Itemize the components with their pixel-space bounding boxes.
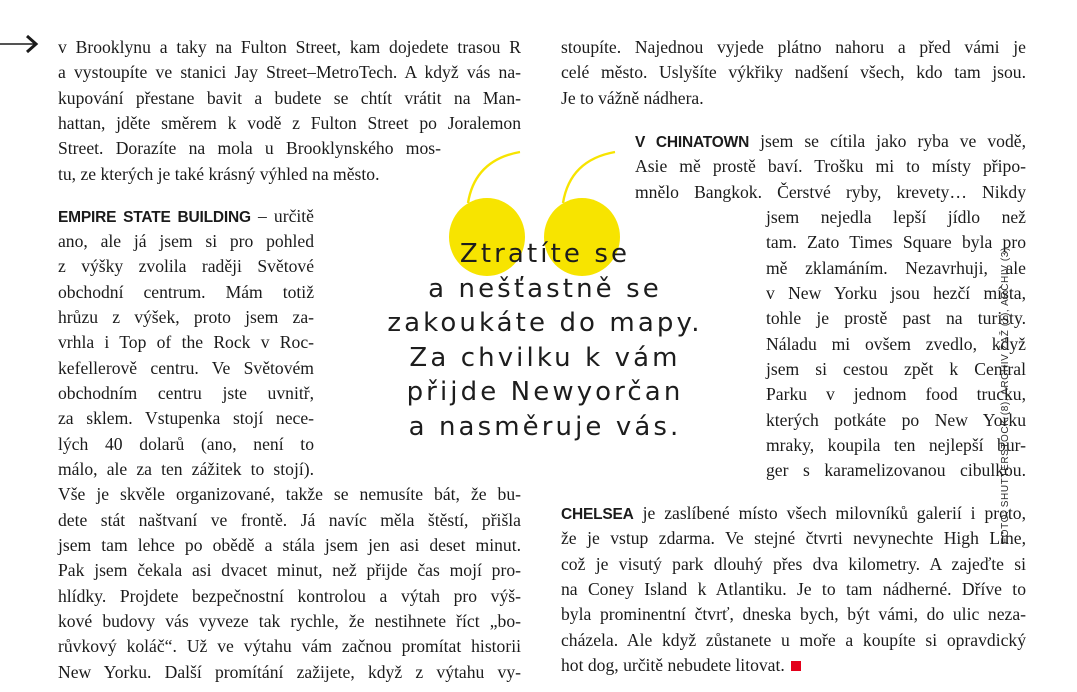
text-line: jsem nejedla lepší jídlo než: [766, 207, 1026, 227]
text-line: málo, ale za ten zážitek to stojí).: [58, 459, 314, 479]
text-line: New Yorku. Další promítání zažijete, když z výtahu vy-: [58, 662, 521, 682]
text-line: dete stát naštvaní ve frontě. Já navíc měla štěstí, přišla: [58, 510, 521, 530]
text-span: hot dog, určitě nebudete litovat.: [561, 655, 785, 675]
text-line: což je visutý park dlouhý přes dva kilometry. A zajeďte si: [561, 554, 1026, 574]
text-line: v Brooklynu a taky na Fulton Street, kam dojedete trasou R: [58, 37, 521, 57]
arrow-right-icon: [0, 33, 46, 55]
text-line: tam. Zato Times Square byla pro: [766, 232, 1026, 252]
text-line: růvkový koláč“. Už ve výtahu vám začnou promítat historii: [58, 636, 521, 656]
text-line: ger s karamelizovanou cibulkou.: [766, 460, 1026, 480]
pull-quote-line: a nasměruje vás.: [408, 412, 682, 442]
text-line: hlídky. Projdete bezpečnostní kontrolou a výtah pro výš-: [58, 586, 521, 606]
text-line: z výšky zvolila raději Světové: [58, 256, 314, 276]
text-line: hattan, jděte směrem k vodě z Fulton Street po Joralemon: [58, 113, 521, 133]
text-line: Je to vážně nádhera.: [561, 88, 704, 108]
section-heading-chinatown: V CHINATOWN: [635, 134, 750, 151]
section-heading-empire: EMPIRE STATE BUILDING: [58, 209, 251, 226]
text-line: vrhla i Top of the Rock v Roc-: [58, 332, 314, 352]
text-span: je zaslíbené místo všech milovníků galerií i proto,: [633, 503, 1026, 523]
text-line: tu, ze kterých je také krásný výhled na město.: [58, 164, 380, 184]
text-line: Náladu mi ovšem zvedlo, když: [766, 334, 1026, 354]
text-line: obchodní centrum. Mám totiž: [58, 282, 314, 302]
text-line: celé město. Uslyšíte výkřiky nadšení všech, kdo tam jsou.: [561, 62, 1026, 82]
text-line: Pak jsem čekala asi dvacet minut, než přijde čas mojí pro-: [58, 560, 521, 580]
text-line: Asie mě prostě baví. Trošku mi to místy připo-: [635, 156, 1026, 176]
text-line: mraky, koupila ten nejlepší bur-: [766, 435, 1026, 455]
end-square-icon: [791, 661, 801, 671]
text-line: hrůzu z výšek, proto jsem za-: [58, 307, 314, 327]
photo-credit: FOTO: SHUTTERSTOCK (8), ARCHIV ŽAŽ (1), ARCHIV (3): [1000, 247, 1011, 544]
text-line: jsem si cestou zpět k Central: [766, 359, 1026, 379]
text-line: lých 40 dolarů (ano, není to: [58, 434, 314, 454]
text-line: [561, 653, 1026, 678]
text-line: že je vstup zdarma. Ve stejné čtvrti nevynechte High Line,: [561, 528, 1026, 548]
pull-quote-line: Za chvilku k vám: [409, 343, 681, 373]
text-line: cházela. Ale když zůstanete u moře a koupíte si opravdický: [561, 630, 1026, 650]
text-line: mnělo Bangkok. Čerstvé ryby, krevety… Nikdy: [635, 182, 1026, 202]
empire-first-line: [58, 204, 314, 230]
text-line: kterých potkáte po New Yorku: [766, 410, 1026, 430]
text-line: kefellerově centru. Ve Světovém: [58, 358, 314, 378]
text-line: kové budovy vás vyveze tak rychle, že nestihnete říct „bo-: [58, 611, 521, 631]
text-line: Vše je skvěle organizované, takže se nemusíte bát, že bu-: [58, 484, 521, 504]
pull-quote-line: Ztratíte se: [459, 239, 631, 269]
text-line: Parku v jednom food trucku,: [766, 384, 1026, 404]
section-heading-chelsea: CHELSEA: [561, 506, 634, 523]
chinatown-first-line: [635, 129, 1026, 155]
text-line: v New Yorku jsou hezčí místa,: [766, 283, 1026, 303]
text-line: na Coney Island k Atlantiku. Je to tam nádherné. Dříve to: [561, 579, 1026, 599]
text-span: – určitě: [250, 206, 314, 226]
text-line: ano, ale já jsem si pro pohled: [58, 231, 314, 251]
text-line: a vystoupíte ve stanici Jay Street–MetroTech. A když vás na-: [58, 62, 521, 82]
text-line: jsem tam lehce po obědě a stála jsem jen asi deset minut.: [58, 535, 521, 555]
text-line: tohle je prostě past na turisty.: [766, 308, 1026, 328]
text-line: stoupíte. Najednou vyjede plátno nahoru a před vámi je: [561, 37, 1026, 57]
chelsea-first-line: [561, 501, 1026, 527]
pull-quote-line: přijde Newyorčan: [406, 377, 684, 407]
text-line: byla prominentní čtvrť, dneska bych, být vámi, do ulic neza-: [561, 604, 1026, 624]
text-line: za sklem. Vstupenka stojí nece-: [58, 408, 314, 428]
text-line: kupování přestane bavit a budete se chtít vrátit na Man-: [58, 88, 521, 108]
text-span: jsem se cítila jako ryba ve vodě,: [749, 131, 1026, 151]
text-line: obchodním centru jste uvnitř,: [58, 383, 314, 403]
pull-quote-line: a nešťastně se: [428, 274, 662, 304]
text-line: mě zklamáním. Nezavrhuji, ale: [766, 258, 1026, 278]
text-line: Street. Dorazíte na mola u Brooklynského mos-: [58, 138, 441, 158]
pull-quote-line: zakoukáte do mapy.: [387, 308, 703, 338]
